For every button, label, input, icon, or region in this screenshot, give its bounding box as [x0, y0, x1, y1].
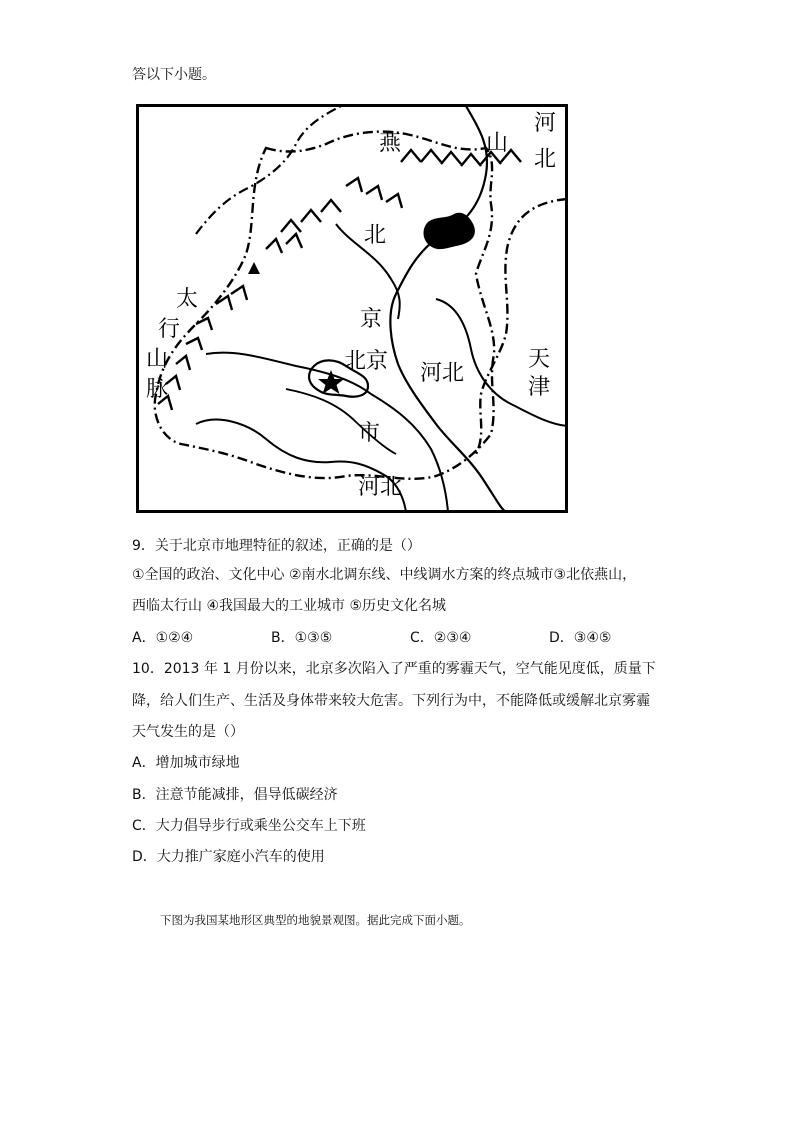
q10-option-a: A．增加城市绿地: [132, 755, 240, 771]
q10-option-b: B．注意节能减排，倡导低碳经济: [132, 787, 338, 803]
beijing-map: [136, 104, 568, 513]
label-hebei-tr-bei: 北: [534, 147, 557, 172]
label-shi: 市: [358, 421, 381, 446]
label-taihang-tai: 太: [176, 287, 199, 312]
label-bei-top: 北: [364, 223, 387, 248]
label-hebei-mid: 河北: [420, 361, 465, 386]
label-hebei-tr-he: 河: [534, 111, 557, 136]
label-taihang-hang: 行: [158, 317, 181, 342]
label-yan: 燕: [379, 131, 402, 156]
q9-option-c: C．②③④: [410, 630, 472, 646]
q10-option-c: C．大力倡导步行或乘坐公交车上下班: [132, 818, 366, 834]
landscape-caption: 下图为我国某地形区典型的地貌景观图。据此完成下面小题。: [160, 913, 471, 927]
label-jing: 京: [360, 307, 383, 332]
q9-line-1: ①全国的政治、文化中心 ②南水北调东线、中线调水方案的终点城市③北依燕山，: [132, 567, 637, 583]
map-frame: [138, 106, 567, 512]
label-beijing: 北京: [344, 349, 389, 374]
q9-option-b: B．①③⑤: [271, 630, 333, 646]
label-tianjin-tian: 天: [528, 347, 551, 372]
q10-line-2: 降，给人们生产、生活及身体带来较大危害。下列行为中，不能降低或缓解北京雾霾: [132, 693, 650, 709]
label-hebei-bottom: 河北: [358, 475, 403, 500]
label-shan-top: 山: [486, 131, 509, 156]
q10-option-d: D．大力推广家庭小汽车的使用: [132, 849, 325, 865]
q9-option-d: D．③④⑤: [549, 630, 612, 646]
q10-line-3: 天气发生的是（）: [132, 724, 244, 740]
label-taihang-shan: 山: [146, 347, 169, 372]
q9-options: [132, 629, 611, 647]
q9-line-2: 西临太行山 ④我国最大的工业城市 ⑤历史文化名城: [132, 598, 447, 614]
label-tianjin-jin: 津: [528, 375, 551, 400]
q9-option-a: A．①②④: [132, 630, 194, 646]
q10-line-1: 10．2013 年 1 月份以来，北京多次陷入了严重的雾霾天气，空气能见度低，质量下: [132, 661, 656, 677]
label-taihang-mai: 脉: [146, 377, 169, 402]
q9-stem: 9．关于北京市地理特征的叙述，正确的是（）: [132, 538, 421, 554]
intro-text: 答以下小题。: [132, 67, 216, 83]
